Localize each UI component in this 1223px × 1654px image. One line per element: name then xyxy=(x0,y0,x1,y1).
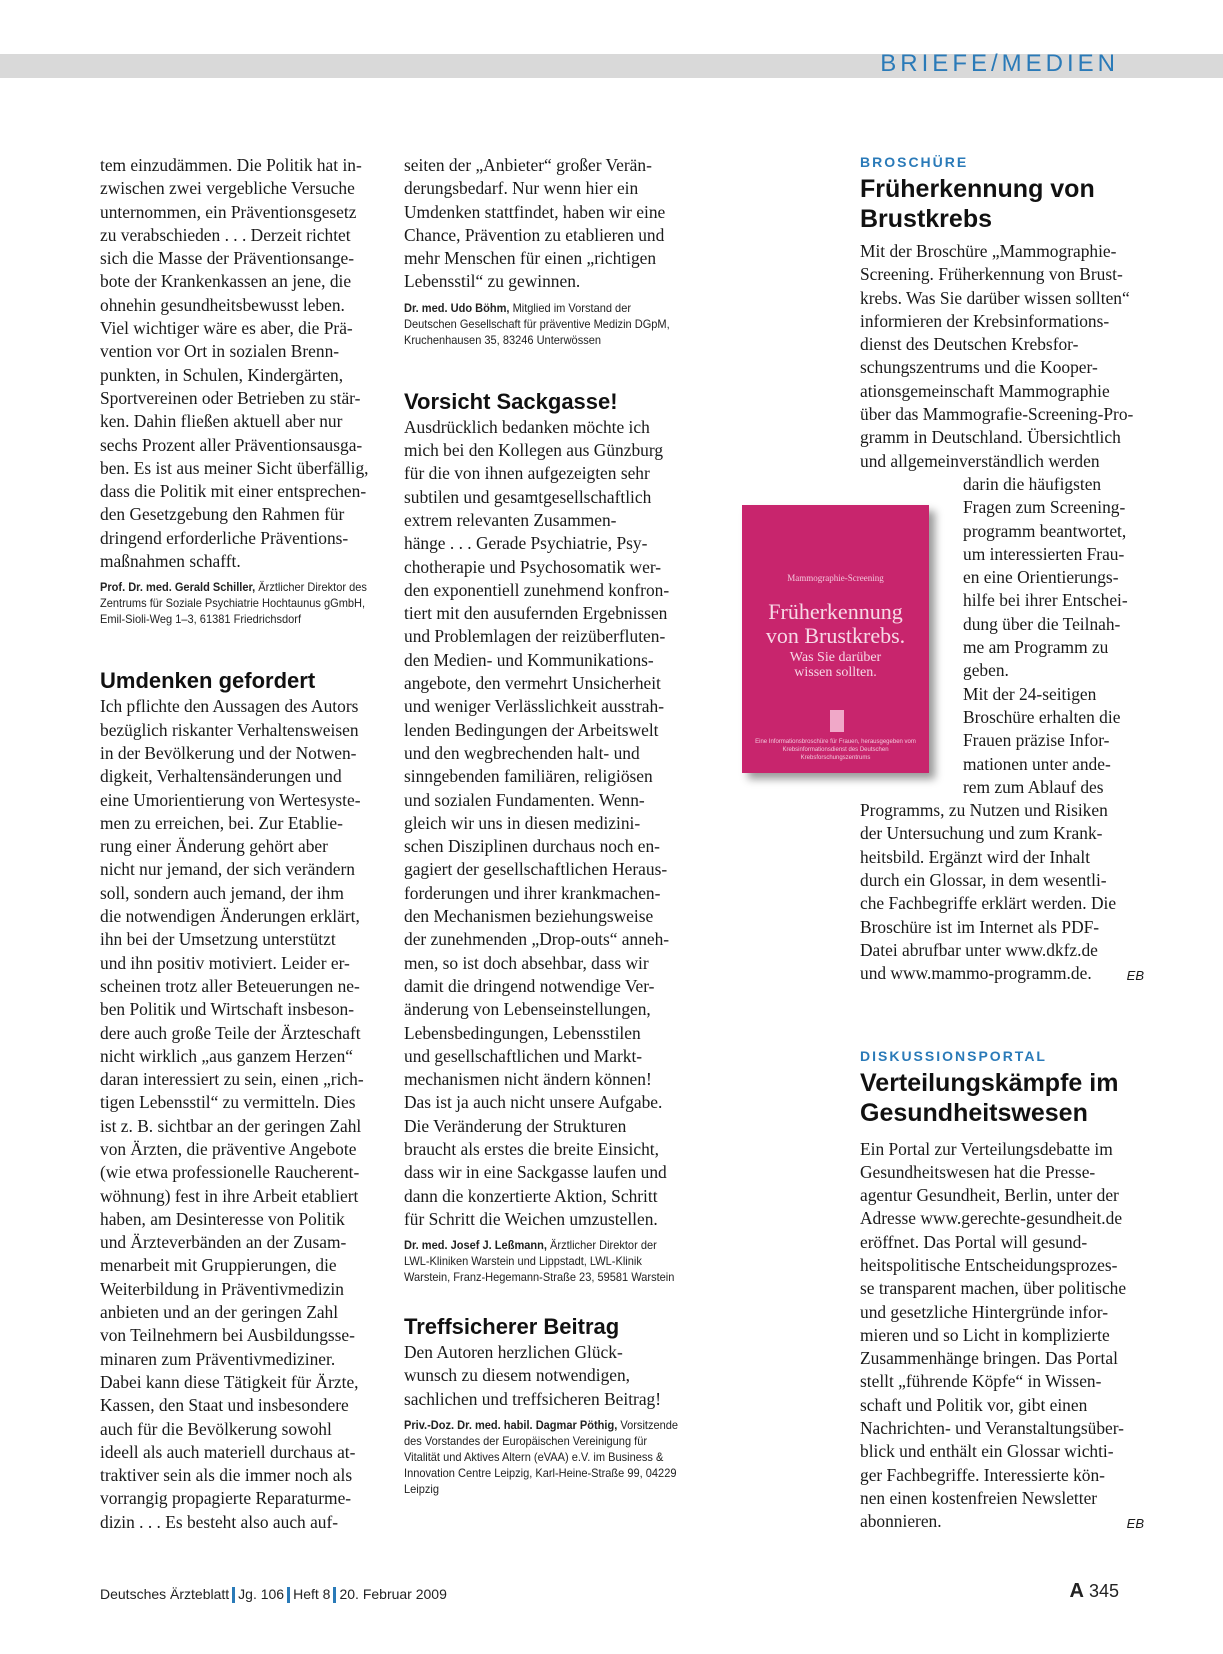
text-line: änderung von Lebenseinstellungen, xyxy=(404,999,651,1020)
text-line: Lebensstil“ zu gewinnen. xyxy=(404,271,581,292)
text-line: en eine Orientierungs- xyxy=(963,567,1119,588)
text-line: den Mechanismen beziehungsweise xyxy=(404,906,654,927)
text-line: damit die dringend notwendige Ver- xyxy=(404,975,655,996)
brochure-cover-image xyxy=(742,505,929,773)
text-line: heitspolitische Entscheidungsprozes- xyxy=(860,1254,1118,1275)
text-line: Das ist ja auch nicht unsere Aufgabe. xyxy=(404,1092,663,1113)
separator xyxy=(232,1587,235,1603)
text-line: se transparent machen, über politische xyxy=(860,1278,1127,1299)
text-line: dere auch große Teile der Ärzteschaft xyxy=(100,1022,361,1043)
text-line: mich bei den Kollegen aus Günzburg xyxy=(404,440,664,461)
text-line: angebote, den vermehrt Unsicherheit xyxy=(404,673,661,694)
text-line: dann die konzertierte Aktion, Schritt xyxy=(404,1185,658,1206)
signature: Dr. med. Udo Böhm, Mitglied im Vorstand der Deutschen Gesellschaft für präventive Medizin DGpM, Kruchenhausen 35, 83246 Unterwössen xyxy=(404,300,670,347)
text-line: blick und enthält ein Glossar wichti- xyxy=(860,1441,1114,1462)
text-line: Broschüre erhalten die xyxy=(963,706,1121,727)
article-text xyxy=(860,240,1144,473)
text-line: nicht nur jemand, der sich verändern xyxy=(100,859,355,880)
text-line: soll, sondern auch jemand, der ihm xyxy=(100,882,344,903)
issue: Heft 8 xyxy=(293,1586,331,1602)
text-line: tiert mit den ausufernden Ergebnissen xyxy=(404,603,668,624)
text-line: geben. xyxy=(963,660,1009,681)
text-line: tem einzudämmen. Die Politik hat in- xyxy=(100,155,362,175)
text-line: hänge . . . Gerade Psychiatrie, Psy- xyxy=(404,533,648,554)
text-line: forderungen und ihrer krankmachen- xyxy=(404,882,661,903)
letter-text xyxy=(100,154,384,573)
text-line: Broschüre ist im Internet als PDF- xyxy=(860,916,1100,937)
text-line: ben. Es ist aus meiner Sicht überfällig, xyxy=(100,457,369,478)
text-line: Umdenken stattfindet, haben wir eine xyxy=(404,201,666,222)
text-line: sachlichen und treffsicheren Beitrag! xyxy=(404,1388,662,1409)
cover-subtitle: Was Sie darüber wissen sollten. xyxy=(789,650,882,680)
text-line: digkeit, Verhaltensänderungen und xyxy=(100,766,342,787)
text-line: eröffnet. Das Portal will gesund- xyxy=(860,1231,1088,1252)
text-line: mehr Menschen für einen „richtigen xyxy=(404,248,657,269)
text-line: schungszentrums und die Kooper- xyxy=(860,357,1098,378)
text-line: maßnahmen schafft. xyxy=(100,551,241,572)
text-line: von Ärzten, die präventive Angebote xyxy=(100,1138,357,1159)
text-line: gagiert der gesellschaftlichen Heraus- xyxy=(404,859,668,880)
journal-name: Deutsches Ärzteblatt xyxy=(100,1586,230,1602)
text-line: gramm in Deutschland. Übersichtlich xyxy=(860,427,1121,448)
text-line: Gesundheitswesen hat die Presse- xyxy=(860,1161,1096,1182)
text-line: seiten der „Anbieter“ großer Verän- xyxy=(404,155,652,175)
text-line: (wie etwa professionelle Raucherent- xyxy=(100,1162,360,1183)
article-title: Verteilungskämpfe im Gesundheitswesen xyxy=(860,1068,1119,1127)
text-line: Adresse www.gerechte-gesundheit.de xyxy=(860,1208,1123,1229)
text-line: und Ärzteverbänden an der Zusam- xyxy=(100,1232,347,1253)
text-line: men zu erreichen, bei. Zur Etablie- xyxy=(100,812,343,833)
text-line: programm beantwortet, xyxy=(963,520,1127,541)
text-line: haben, am Desinteresse von Politik xyxy=(100,1208,345,1229)
text-line: durch ein Glossar, in dem wesentli- xyxy=(860,870,1107,891)
signature: Priv.-Doz. Dr. med. habil. Dagmar Pöthig, Vorsitzende des Vorstandes der Europäischen Vereinigung für Vitalität und Aktives Altern (eVAA) e.V. im Business & Innovation Centre Leipzig, Karl-Heine-Straße 99, 04229 Leipzig xyxy=(404,1418,679,1497)
text-line: agentur Gesundheit, Berlin, unter der xyxy=(860,1185,1119,1206)
text-line: men, so ist doch absehbar, dass wir xyxy=(404,952,649,973)
text-line: dienst des Deutschen Krebsfor- xyxy=(860,334,1079,355)
text-line: Screening. Früherkennung von Brust- xyxy=(860,264,1123,285)
text-line: und sozialen Fundamenten. Wenn- xyxy=(404,789,645,810)
text-line: dass wir in eine Sackgasse laufen und xyxy=(404,1162,667,1183)
text-line: bezüglich riskanter Verhaltensweisen xyxy=(100,719,359,740)
text-line: Frauen präzise Infor- xyxy=(963,730,1110,751)
text-line: wöhnung) fest in ihre Arbeit etabliert xyxy=(100,1185,359,1206)
text-line: um interessierten Frau- xyxy=(963,543,1125,564)
text-line: darin die häufigsten xyxy=(963,473,1102,494)
text-line: Nachrichten- und Veranstaltungsüber- xyxy=(860,1418,1124,1439)
text-line: und weniger Verlässlichkeit ausstrah- xyxy=(404,696,664,717)
text-line: chotherapie und Psychosomatik wer- xyxy=(404,556,662,577)
text-line: Mit der 24-seitigen xyxy=(963,683,1097,704)
text-line: che Fachbegriffe erklärt werden. Die xyxy=(860,893,1117,914)
text-line: Lebensbedingungen, Lebensstilen xyxy=(404,1022,641,1043)
text-line: abonnieren. xyxy=(860,1511,942,1532)
text-line: von Teilnehmern bei Ausbildungsse- xyxy=(100,1325,355,1346)
issue-date: 20. Februar 2009 xyxy=(339,1586,447,1602)
text-line: mieren und so Licht in komplizierte xyxy=(860,1324,1110,1345)
author-initials: EB xyxy=(1126,967,1144,983)
text-line: gleich wir uns in diesen medizini- xyxy=(404,812,641,833)
text-line: vention vor Ort in sozialen Brenn- xyxy=(100,341,340,362)
kicker: DISKUSSIONSPORTAL xyxy=(860,1047,1047,1064)
text-line: nicht wirklich „aus ganzem Herzen“ xyxy=(100,1045,354,1066)
text-line: schen Disziplinen durchaus noch en- xyxy=(404,836,660,857)
text-line: Sportvereinen oder Betrieben zu stär- xyxy=(100,387,361,408)
page-number: A 345 xyxy=(1069,1580,1119,1602)
cover-title: Früherkennung von Brustkrebs. xyxy=(765,599,906,648)
text-line: vorrangig propagierte Reparaturme- xyxy=(100,1488,352,1509)
text-line: ihn bei der Umsetzung unterstützt xyxy=(100,929,336,950)
text-line: eine Umorientierung von Wertesyste- xyxy=(100,789,361,810)
text-line: auch für die Bevölkerung sowohl xyxy=(100,1418,332,1439)
text-line: Zusammenhänge bringen. Das Portal xyxy=(860,1348,1118,1369)
text-line: bote der Krankenkassen an jene, die xyxy=(100,271,352,292)
text-line: anbieten und an der geringen Zahl xyxy=(100,1302,339,1323)
text-line: zu verabschieden . . . Derzeit richtet xyxy=(100,224,351,245)
text-line: dung über die Teilnah- xyxy=(963,613,1121,634)
text-line: dass die Politik mit einer entsprechen- xyxy=(100,481,367,502)
text-line: Programms, zu Nutzen und Risiken xyxy=(860,800,1108,821)
letter-heading: Treffsicherer Beitrag xyxy=(404,1314,620,1340)
text-line: rem zum Ablauf des xyxy=(963,776,1104,797)
text-line: sinngebenden familiären, religiösen xyxy=(404,766,653,787)
cover-logo xyxy=(830,710,844,732)
signature: Prof. Dr. med. Gerald Schiller, Ärztlicher Direktor des Zentrums für Soziale Psychiatrie Hochtaunus gGmbH, Emil-Sioli-Weg 1–3, 61381 Friedrichsdorf xyxy=(100,580,367,627)
kicker: BROSCHÜRE xyxy=(860,154,969,170)
text-line: für Schritt die Weichen umzustellen. xyxy=(404,1208,658,1229)
text-line: Den Autoren herzlichen Glück- xyxy=(404,1342,623,1363)
footer-citation xyxy=(100,1586,447,1603)
separator xyxy=(287,1587,290,1603)
text-line: für die von ihnen aufgezeigten sehr xyxy=(404,463,650,484)
text-line: minaren zum Präventivmediziner. xyxy=(100,1348,336,1369)
text-line: und www.mammo-programm.de. xyxy=(860,963,1092,984)
text-line: der Untersuchung und zum Krank- xyxy=(860,823,1103,844)
text-line: und Problemlagen der reizüberfluten- xyxy=(404,626,666,647)
text-line: nen einen kostenfreien Newsletter xyxy=(860,1487,1098,1508)
text-line: ohnehin gesundheitsbewusst leben. xyxy=(100,294,345,315)
text-line: ist z. B. sichtbar an der geringen Zahl xyxy=(100,1115,362,1136)
text-line: unternommen, ein Präventionsgesetz xyxy=(100,201,357,222)
text-line: extrem relevanten Zusammen- xyxy=(404,509,617,530)
text-line: Kassen, den Staat und insbesondere xyxy=(100,1395,349,1416)
text-line: Ein Portal zur Verteilungsdebatte im xyxy=(860,1138,1113,1159)
text-line: daran interessiert zu sein, einen „rich- xyxy=(100,1069,364,1090)
text-line: ben Politik und Wirtschaft insbeson- xyxy=(100,999,355,1020)
text-line: und gesetzliche Hintergründe infor- xyxy=(860,1301,1109,1322)
text-line: mationen unter ande- xyxy=(963,753,1111,774)
text-line: braucht als erstes die breite Einsicht, xyxy=(404,1138,659,1159)
text-line: informieren der Krebsinformations- xyxy=(860,310,1110,331)
text-line: hilfe bei ihrer Entschei- xyxy=(963,590,1128,611)
text-line: und gesellschaftlichen und Markt- xyxy=(404,1045,643,1066)
section-label: BRIEFE/MEDIEN xyxy=(880,50,1119,77)
article-text xyxy=(860,1138,1144,1534)
separator xyxy=(333,1587,336,1603)
text-line: Die Veränderung der Strukturen xyxy=(404,1115,627,1136)
article-title: Früherkennung von Brustkrebs xyxy=(860,175,1095,233)
text-line: Weiterbildung in Präventivmedizin xyxy=(100,1278,344,1299)
text-line: subtilen und gesamtgesellschaftlich xyxy=(404,486,652,507)
letter-heading: Umdenken gefordert xyxy=(100,668,316,694)
cover-series-label: Mammographie-Screening xyxy=(787,573,884,583)
column-3 xyxy=(860,154,1144,1531)
cover-publisher-note: Eine Informationsbroschüre für Frauen, herausgegeben vom Krebsinformationsdienst des Deutschen Krebsforschungszentrums xyxy=(755,739,916,761)
text-line: in der Bevölkerung und der Notwen- xyxy=(100,742,357,763)
text-line: zwischen zwei vergebliche Versuche xyxy=(100,178,355,199)
text-line: lenden Bedingungen der Arbeitswelt xyxy=(404,719,659,740)
text-line: schaft und Politik vor, gibt einen xyxy=(860,1394,1088,1415)
portal-block xyxy=(860,1048,1144,1534)
text-line: Fragen zum Screening- xyxy=(963,497,1126,518)
text-line: Ausdrücklich bedanken möchte ich xyxy=(404,416,650,437)
text-line: ideell als auch materiell durchaus at- xyxy=(100,1441,356,1462)
text-line: punkten, in Schulen, Kindergärten, xyxy=(100,364,344,385)
text-line: heitsbild. Ergänzt wird der Inhalt xyxy=(860,846,1091,867)
text-line: dringend erforderliche Präventions- xyxy=(100,527,349,548)
text-line: ger Fachbegriffe. Interessierte kön- xyxy=(860,1464,1105,1485)
text-line: über das Mammografie-Screening-Pro- xyxy=(860,404,1134,425)
text-line: den Medien- und Kommunikations- xyxy=(404,649,654,670)
text-line: dizin . . . Es besteht also auch auf- xyxy=(100,1511,339,1532)
letter-text xyxy=(404,416,688,1231)
text-line: tigen Lebensstil“ zu vermitteln. Dies xyxy=(100,1092,356,1113)
article-text-wrapped xyxy=(963,473,1144,799)
text-line: sich die Masse der Präventionsange- xyxy=(100,248,355,269)
text-line: Datei abrufbar unter www.dkfz.de xyxy=(860,939,1098,960)
letter-text xyxy=(404,1341,688,1411)
text-line: ationsgemeinschaft Mammographie xyxy=(860,380,1110,401)
text-line: mechanismen nicht ändern können! xyxy=(404,1069,652,1090)
text-line: Ich pflichte den Aussagen des Autors xyxy=(100,696,359,717)
text-line: und ihn positiv motiviert. Leider er- xyxy=(100,952,350,973)
article-text xyxy=(860,799,1144,985)
letter-heading: Vorsicht Sackgasse! xyxy=(404,388,618,414)
text-line: die notwendigen Änderungen erklärt, xyxy=(100,906,360,927)
text-line: derungsbedarf. Nur wenn hier ein xyxy=(404,178,639,199)
text-line: und den wegbrechenden halt- und xyxy=(404,742,640,763)
text-line: ken. Dahin fließen aktuell aber nur xyxy=(100,411,343,432)
text-line: traktiver sein als die immer noch als xyxy=(100,1465,353,1486)
text-line: der zunehmenden „Drop-outs“ anneh- xyxy=(404,929,670,950)
signature: Dr. med. Josef J. Leßmann, Ärztlicher Direktor der LWL-Kliniken Warstein und Lippstadt, LWL-Klinik Warstein, Franz-Hegemann-Straße 23, 59581 Warstein xyxy=(404,1238,675,1285)
text-line: und allgemeinverständlich werden xyxy=(860,450,1100,471)
text-line: wunsch zu diesem notwendigen, xyxy=(404,1365,631,1386)
text-line: me am Programm zu xyxy=(963,637,1109,658)
author-initials: EB xyxy=(1126,1515,1144,1531)
text-line: den Gesetzgebung den Rahmen für xyxy=(100,504,345,525)
text-line: sechs Prozent aller Präventionsausga- xyxy=(100,434,363,455)
letter-text xyxy=(100,695,384,1534)
text-line: scheinen trotz aller Beteuerungen ne- xyxy=(100,975,360,996)
text-line: menarbeit mit Gruppierungen, die xyxy=(100,1255,337,1276)
text-line: krebs. Was Sie darüber wissen sollten“ xyxy=(860,287,1130,308)
text-line: rung einer Änderung gehört aber xyxy=(100,836,328,857)
text-line: den exponentiell zunehmend konfron- xyxy=(404,579,670,600)
volume: Jg. 106 xyxy=(238,1586,285,1602)
text-line: stellt „führende Köpfe“ in Wissen- xyxy=(860,1371,1102,1392)
column-2 xyxy=(404,154,688,1497)
text-line: Chance, Prävention zu etablieren und xyxy=(404,224,665,245)
text-line: Viel wichtiger wäre es aber, die Prä- xyxy=(100,318,353,339)
text-line: Mit der Broschüre „Mammographie- xyxy=(860,241,1117,261)
letter-text xyxy=(404,154,688,294)
text-line: Dabei kann diese Tätigkeit für Ärzte, xyxy=(100,1371,359,1392)
column-1 xyxy=(100,154,384,1534)
